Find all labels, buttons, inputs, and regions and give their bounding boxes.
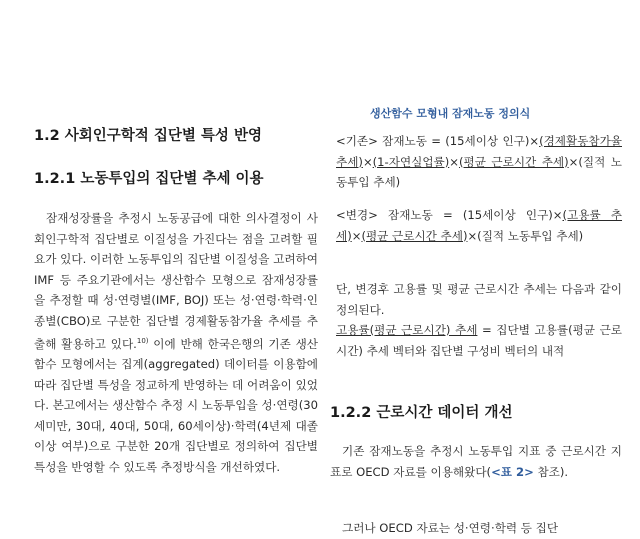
body-paragraph-2-text-a: 기존 잠재노동을 추정시 노동투입 지표 중 근로시간 지표로 OECD 자료를 이용해왔다(: [330, 444, 622, 479]
formula-old-times-1: ×: [362, 154, 373, 169]
formula-new-quality-trend: ×(질적 노동투입 추세): [467, 228, 584, 243]
table-2-reference-link[interactable]: <표 2>: [491, 464, 534, 479]
box-title: 생산함수 모형내 잠재노동 정의식: [370, 107, 531, 120]
formula-old-natural-unemployment: (1-자연실업률): [372, 154, 450, 169]
formula-old: [336, 131, 622, 193]
formula-new-times-1: ×: [351, 228, 362, 243]
body-paragraph-1-text-b: 이에 반해 한국은행의 기존 생산함수 모형에서는 집계(aggregated) 데이터를 이용함에 따라 집단별 특성을 정교하게 반영하는 데 어려움이 있었다. 본고에서는 생산함수 추정 시 노동투입을 성·연령(30세미만, 30대, 40대, 50대, 60세이상)·학력(4년제 대졸이상 여부)으로 구분한 20개 집단별로 정의하여 집단별 특성을 반영할 수 있도록 추정방식을 개선하였다.: [34, 336, 319, 474]
section-heading: 1.2 사회인구학적 집단별 특성 반영: [34, 128, 262, 144]
formula-old-lfpr-trend: (경제활동참가율 추세): [336, 134, 622, 169]
body-paragraph-3: [330, 518, 622, 539]
subsection-heading-1-2-1: 1.2.1 노동투입의 집단별 추세 이용: [34, 171, 264, 187]
body-paragraph-1-text-a: 잠재성장률을 추정시 노동공급에 대한 의사결정이 사회인구학적 집단별로 이질성을 가진다는 점을 고려할 필요가 있다. 이러한 노동투입의 집단별 이질성을 고려하여 IMF 등 주요기관에서는 생산함수 모형으로 잠재성장률을 추정할 때 성·연령별(IMF, BOJ) 또는 성·연령·학력·인종별(CBO)로 구분한 집단별 경제활동참가율 추세를 추출해 활용하고 있다.: [34, 211, 318, 351]
formula-new-employment-trend: (고용률 추세): [336, 208, 623, 243]
formula-old-hours-trend: (평균 근로시간 추세): [458, 154, 569, 169]
formula-note-term: 고용률(평균 근로시간) 추세: [336, 323, 478, 337]
formula-note-text-2: = 집단별 고용률(평균 근로시간) 추세 벡터와 집단별 구성비 벡터의 내적: [336, 323, 622, 358]
formula-old-quality-trend: ×(질적 노동투입 추세): [336, 154, 623, 189]
body-paragraph-3-text: 그러나 OECD 자료는 성·연령·학력 등 집단: [342, 521, 559, 535]
body-paragraph-2: [330, 441, 622, 482]
formula-new: [336, 205, 622, 246]
body-paragraph-2-text-b: 참조).: [533, 464, 569, 479]
formula-old-text: <기존> 잠재노동 = (15세이상 인구)×: [336, 134, 540, 148]
body-paragraph-1: [34, 208, 318, 477]
subsection-heading-1-2-2: 1.2.2 근로시간 데이터 개선: [330, 405, 513, 421]
formula-new-hours-trend: (평균 근로시간 추세): [361, 228, 468, 243]
formula-note: [336, 279, 622, 361]
formula-old-times-2: ×: [449, 154, 459, 169]
footnote-marker: 10): [136, 337, 149, 345]
formula-new-text: <변경> 잠재노동 = (15세이상 인구)×: [336, 208, 563, 222]
formula-note-text-1: 단, 변경후 고용률 및 평균 근로시간 추세는 다음과 같이 정의된다.: [336, 282, 622, 317]
